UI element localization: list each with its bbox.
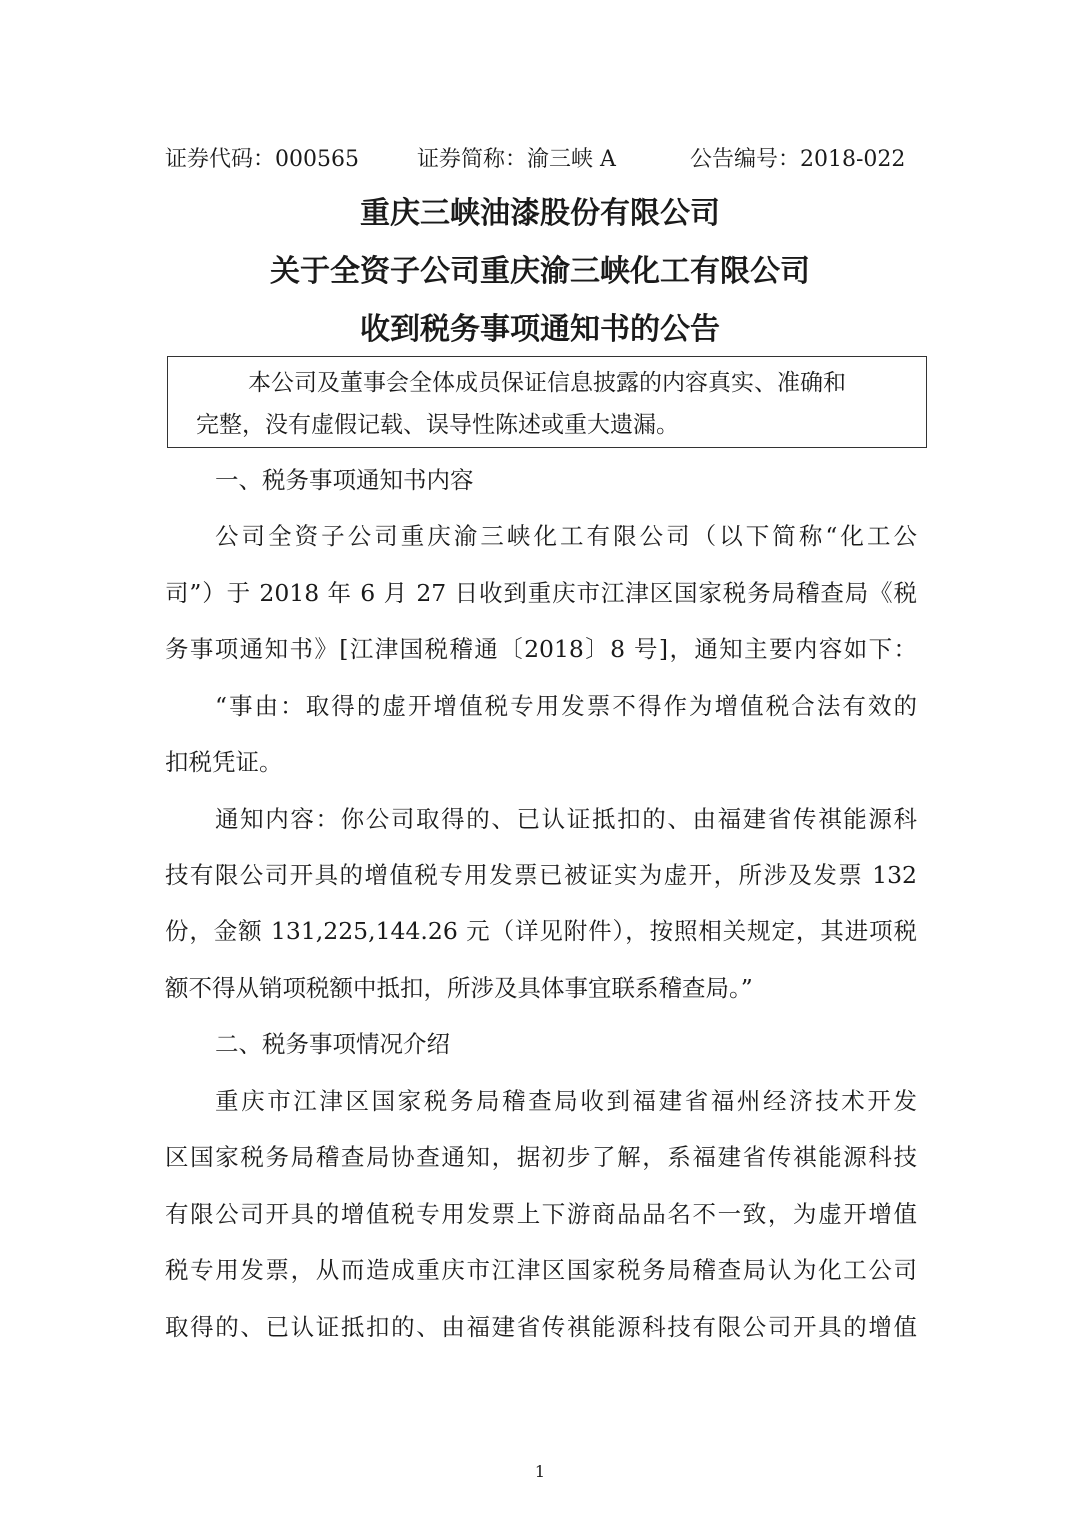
notice-line: 完整，没有虚假记载、误导性陈述或重大遗漏。	[196, 412, 679, 438]
paragraph-line: 务事项通知书》[江津国税稽通〔2018〕8 号]，通知主要内容如下：	[165, 635, 917, 663]
paragraph-line: 重庆市江津区国家税务局稽查局收到福建省福州经济技术开发	[215, 1087, 917, 1115]
paragraph-line: 司”）于 2018 年 6 月 27 日收到重庆市江津区国家税务局稽查局《税	[165, 579, 917, 607]
paragraph-line: 公司全资子公司重庆渝三峡化工有限公司（以下简称“化工公	[215, 522, 917, 550]
paragraph-line: 税专用发票，从而造成重庆市江津区国家税务局稽查局认为化工公司	[165, 1256, 917, 1284]
paragraph-line: “事由：取得的虚开增值税专用发票不得作为增值税合法有效的	[215, 692, 917, 720]
paragraph-line: 取得的、已认证抵扣的、由福建省传祺能源科技有限公司开具的增值	[165, 1313, 917, 1341]
stock-code: 证券代码：000565	[165, 147, 359, 172]
paragraph-line: 技有限公司开具的增值税专用发票已被证实为虚开，所涉及发票 132	[165, 861, 917, 889]
notice-line: 本公司及董事会全体成员保证信息披露的内容真实、准确和	[248, 370, 846, 396]
title-subsidiary: 关于全资子公司重庆渝三峡化工有限公司	[270, 254, 810, 289]
paragraph-line: 扣税凭证。	[165, 748, 283, 776]
title-company: 重庆三峡油漆股份有限公司	[360, 196, 720, 231]
announcement-number: 公告编号：2018-022	[690, 147, 906, 172]
announcement-header	[165, 140, 917, 180]
page-number: 1	[534, 1462, 546, 1481]
paragraph-line: 有限公司开具的增值税专用发票上下游商品品名不一致，为虚开增值	[165, 1200, 917, 1228]
paragraph-line: 通知内容：你公司取得的、已认证抵扣的、由福建省传祺能源科	[215, 805, 917, 833]
stock-short-name: 证券简称：渝三峡 A	[417, 147, 616, 172]
section-heading-1: 一、税务事项通知书内容	[215, 466, 474, 494]
disclosure-notice-box	[167, 356, 927, 448]
paragraph-line: 份，金额 131,225,144.26 元（详见附件），按照相关规定，其进项税	[165, 917, 917, 945]
title-subject: 收到税务事项通知书的公告	[360, 312, 720, 347]
section-heading-2: 二、税务事项情况介绍	[215, 1030, 450, 1058]
paragraph-line: 区国家税务局稽查局协查通知，据初步了解，系福建省传祺能源科技	[165, 1143, 917, 1171]
paragraph-line: 额不得从销项税额中抵扣，所涉及具体事宜联系稽查局。”	[165, 974, 753, 1002]
